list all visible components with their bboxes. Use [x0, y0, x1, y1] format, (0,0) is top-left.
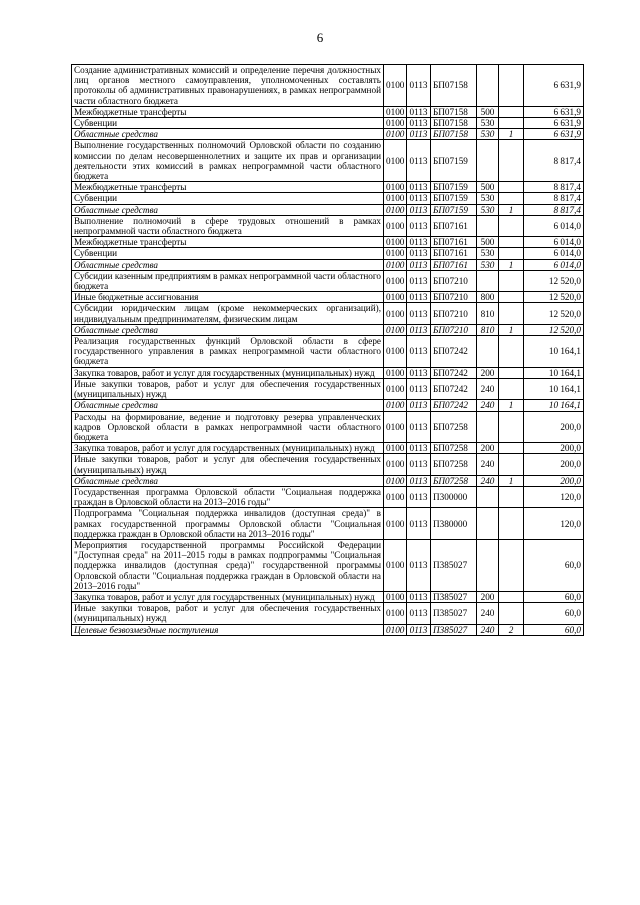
target-article-cell: П300000 — [431, 486, 477, 507]
expense-name-cell: Создание административных комиссий и определение перечня должностных лиц органов местного самоуправления, уполномоченных составлять протоколы об административных правонарушениях, в рамках непрограммной части областного бюджета — [72, 65, 384, 107]
target-article-cell: БП07210 — [431, 292, 477, 303]
expense-name-cell: Целевые безвозмездные поступления — [72, 624, 384, 635]
budget-table-body — [72, 65, 584, 636]
section-code-cell: 0100 — [384, 193, 407, 204]
table-row — [72, 118, 584, 129]
funding-source-cell: 1 — [499, 400, 524, 411]
expense-name-cell: Областные средства — [72, 475, 384, 486]
expense-name-cell: Закупка товаров, работ и услуг для государственных (муниципальных) нужд — [72, 367, 384, 378]
subsection-code-cell: 0113 — [407, 65, 431, 107]
subsection-code-cell: 0113 — [407, 215, 431, 236]
expense-type-cell: 810 — [477, 324, 499, 335]
amount-cell: 60,0 — [524, 624, 584, 635]
expense-type-cell: 240 — [477, 454, 499, 475]
target-article-cell: БП07158 — [431, 129, 477, 140]
funding-source-cell — [499, 118, 524, 129]
table-row — [72, 400, 584, 411]
amount-cell: 8 817,4 — [524, 182, 584, 193]
subsection-code-cell: 0113 — [407, 591, 431, 602]
expense-type-cell: 500 — [477, 182, 499, 193]
subsection-code-cell: 0113 — [407, 336, 431, 368]
expense-type-cell — [477, 486, 499, 507]
table-row — [72, 539, 584, 591]
target-article-cell: БП07158 — [431, 65, 477, 107]
target-article-cell: БП07242 — [431, 336, 477, 368]
subsection-code-cell: 0113 — [407, 378, 431, 399]
section-code-cell: 0100 — [384, 118, 407, 129]
target-article-cell: БП07242 — [431, 367, 477, 378]
subsection-code-cell: 0113 — [407, 411, 431, 443]
section-code-cell: 0100 — [384, 400, 407, 411]
funding-source-cell — [499, 443, 524, 454]
expense-name-cell: Межбюджетные трансферты — [72, 237, 384, 248]
table-row — [72, 204, 584, 215]
amount-cell: 10 164,1 — [524, 400, 584, 411]
table-row — [72, 454, 584, 475]
target-article-cell: БП07242 — [431, 378, 477, 399]
subsection-code-cell: 0113 — [407, 129, 431, 140]
table-row — [72, 140, 584, 182]
expense-type-cell — [477, 539, 499, 591]
funding-source-cell: 1 — [499, 475, 524, 486]
target-article-cell: П380000 — [431, 508, 477, 540]
target-article-cell: БП07258 — [431, 411, 477, 443]
table-row — [72, 259, 584, 270]
funding-source-cell: 1 — [499, 204, 524, 215]
expense-name-cell: Субвенции — [72, 118, 384, 129]
table-row — [72, 591, 584, 602]
subsection-code-cell: 0113 — [407, 539, 431, 591]
funding-source-cell — [499, 182, 524, 193]
funding-source-cell — [499, 292, 524, 303]
funding-source-cell — [499, 454, 524, 475]
section-code-cell: 0100 — [384, 591, 407, 602]
table-row — [72, 475, 584, 486]
expense-type-cell: 240 — [477, 475, 499, 486]
expense-type-cell: 530 — [477, 248, 499, 259]
section-code-cell: 0100 — [384, 443, 407, 454]
subsection-code-cell: 0113 — [407, 106, 431, 117]
expense-type-cell — [477, 508, 499, 540]
section-code-cell: 0100 — [384, 367, 407, 378]
target-article-cell: БП07242 — [431, 400, 477, 411]
target-article-cell: БП07161 — [431, 248, 477, 259]
amount-cell: 200,0 — [524, 475, 584, 486]
amount-cell: 12 520,0 — [524, 324, 584, 335]
section-code-cell: 0100 — [384, 182, 407, 193]
funding-source-cell — [499, 411, 524, 443]
target-article-cell: БП07161 — [431, 237, 477, 248]
expense-type-cell: 240 — [477, 400, 499, 411]
target-article-cell: БП07158 — [431, 106, 477, 117]
subsection-code-cell: 0113 — [407, 400, 431, 411]
section-code-cell: 0100 — [384, 539, 407, 591]
target-article-cell: БП07159 — [431, 204, 477, 215]
expense-name-cell: Межбюджетные трансферты — [72, 182, 384, 193]
expense-name-cell: Областные средства — [72, 324, 384, 335]
section-code-cell: 0100 — [384, 411, 407, 443]
subsection-code-cell: 0113 — [407, 292, 431, 303]
section-code-cell: 0100 — [384, 215, 407, 236]
funding-source-cell — [499, 336, 524, 368]
funding-source-cell — [499, 140, 524, 182]
amount-cell: 120,0 — [524, 508, 584, 540]
subsection-code-cell: 0113 — [407, 237, 431, 248]
target-article-cell: БП07159 — [431, 193, 477, 204]
expense-type-cell: 200 — [477, 443, 499, 454]
subsection-code-cell: 0113 — [407, 193, 431, 204]
table-row — [72, 292, 584, 303]
expense-name-cell: Областные средства — [72, 400, 384, 411]
expense-type-cell: 240 — [477, 603, 499, 624]
amount-cell: 200,0 — [524, 443, 584, 454]
expense-type-cell — [477, 140, 499, 182]
section-code-cell: 0100 — [384, 65, 407, 107]
section-code-cell: 0100 — [384, 378, 407, 399]
expense-type-cell: 240 — [477, 624, 499, 635]
expense-name-cell: Государственная программа Орловской области "Социальная поддержка граждан в Орловской области на 2013–2016 годы" — [72, 486, 384, 507]
table-row — [72, 367, 584, 378]
subsection-code-cell: 0113 — [407, 486, 431, 507]
section-code-cell: 0100 — [384, 140, 407, 182]
expense-name-cell: Субсидии юридическим лицам (кроме некоммерческих организаций), индивидуальным предпринимателям, физическим лицам — [72, 303, 384, 324]
expense-name-cell: Закупка товаров, работ и услуг для государственных (муниципальных) нужд — [72, 591, 384, 602]
amount-cell: 6 014,0 — [524, 259, 584, 270]
table-row — [72, 65, 584, 107]
expense-type-cell: 800 — [477, 292, 499, 303]
table-row — [72, 486, 584, 507]
table-row — [72, 270, 584, 291]
expense-type-cell: 200 — [477, 367, 499, 378]
table-row — [72, 215, 584, 236]
expense-name-cell: Подпрограмма "Социальная поддержка инвалидов (доступная среда)" в рамках государственной программы Орловской области "Социальная поддержка граждан в Орловской области на 2013–2016 годы" — [72, 508, 384, 540]
section-code-cell: 0100 — [384, 324, 407, 335]
expense-name-cell: Межбюджетные трансферты — [72, 106, 384, 117]
table-row — [72, 324, 584, 335]
funding-source-cell — [499, 303, 524, 324]
section-code-cell: 0100 — [384, 336, 407, 368]
expense-name-cell: Иные закупки товаров, работ и услуг для обеспечения государственных (муниципальных) нужд — [72, 378, 384, 399]
expense-type-cell: 530 — [477, 193, 499, 204]
expense-name-cell: Реализация государственных функций Орловской области в сфере государственного управления в рамках непрограммной части областного бюджета — [72, 336, 384, 368]
funding-source-cell — [499, 508, 524, 540]
table-row — [72, 603, 584, 624]
subsection-code-cell: 0113 — [407, 182, 431, 193]
funding-source-cell — [499, 270, 524, 291]
subsection-code-cell: 0113 — [407, 248, 431, 259]
expense-type-cell — [477, 336, 499, 368]
amount-cell: 60,0 — [524, 539, 584, 591]
expense-type-cell: 200 — [477, 591, 499, 602]
target-article-cell: БП07210 — [431, 324, 477, 335]
expense-name-cell: Иные закупки товаров, работ и услуг для обеспечения государственных (муниципальных) нужд — [72, 603, 384, 624]
subsection-code-cell: 0113 — [407, 259, 431, 270]
expense-type-cell: 530 — [477, 259, 499, 270]
expense-name-cell: Закупка товаров, работ и услуг для государственных (муниципальных) нужд — [72, 443, 384, 454]
amount-cell: 60,0 — [524, 603, 584, 624]
target-article-cell: БП07159 — [431, 140, 477, 182]
subsection-code-cell: 0113 — [407, 303, 431, 324]
funding-source-cell — [499, 193, 524, 204]
amount-cell: 200,0 — [524, 411, 584, 443]
amount-cell: 6 631,9 — [524, 129, 584, 140]
expense-name-cell: Иные бюджетные ассигнования — [72, 292, 384, 303]
table-row — [72, 237, 584, 248]
section-code-cell: 0100 — [384, 292, 407, 303]
table-row — [72, 106, 584, 117]
expense-type-cell: 240 — [477, 378, 499, 399]
amount-cell: 10 164,1 — [524, 336, 584, 368]
amount-cell: 8 817,4 — [524, 140, 584, 182]
target-article-cell: БП07210 — [431, 270, 477, 291]
section-code-cell: 0100 — [384, 508, 407, 540]
amount-cell: 6 631,9 — [524, 106, 584, 117]
section-code-cell: 0100 — [384, 259, 407, 270]
expense-type-cell — [477, 270, 499, 291]
subsection-code-cell: 0113 — [407, 475, 431, 486]
expense-name-cell: Расходы на формирование, ведение и подготовку резерва управленческих кадров Орловской области в рамках непрограммной части областного бюджета — [72, 411, 384, 443]
expense-name-cell: Областные средства — [72, 259, 384, 270]
expense-type-cell: 500 — [477, 106, 499, 117]
funding-source-cell — [499, 237, 524, 248]
expense-name-cell: Субвенции — [72, 248, 384, 259]
table-row — [72, 508, 584, 540]
section-code-cell: 0100 — [384, 237, 407, 248]
subsection-code-cell: 0113 — [407, 270, 431, 291]
expense-name-cell: Выполнение полномочий в сфере трудовых отношений в рамках непрограммной части областного бюджета — [72, 215, 384, 236]
target-article-cell: БП07210 — [431, 303, 477, 324]
target-article-cell: БП07158 — [431, 118, 477, 129]
amount-cell: 12 520,0 — [524, 303, 584, 324]
expense-type-cell: 530 — [477, 129, 499, 140]
section-code-cell: 0100 — [384, 303, 407, 324]
subsection-code-cell: 0113 — [407, 204, 431, 215]
section-code-cell: 0100 — [384, 454, 407, 475]
table-row — [72, 443, 584, 454]
table-row — [72, 129, 584, 140]
amount-cell: 120,0 — [524, 486, 584, 507]
amount-cell: 6 631,9 — [524, 118, 584, 129]
amount-cell: 12 520,0 — [524, 270, 584, 291]
section-code-cell: 0100 — [384, 624, 407, 635]
amount-cell: 6 014,0 — [524, 215, 584, 236]
amount-cell: 10 164,1 — [524, 367, 584, 378]
expense-type-cell — [477, 215, 499, 236]
section-code-cell: 0100 — [384, 475, 407, 486]
table-row — [72, 303, 584, 324]
funding-source-cell: 2 — [499, 624, 524, 635]
funding-source-cell — [499, 591, 524, 602]
section-code-cell: 0100 — [384, 603, 407, 624]
table-row — [72, 193, 584, 204]
target-article-cell: П385027 — [431, 624, 477, 635]
section-code-cell: 0100 — [384, 270, 407, 291]
expense-type-cell: 530 — [477, 204, 499, 215]
funding-source-cell: 1 — [499, 259, 524, 270]
amount-cell: 10 164,1 — [524, 378, 584, 399]
section-code-cell: 0100 — [384, 486, 407, 507]
expense-name-cell: Иные закупки товаров, работ и услуг для обеспечения государственных (муниципальных) нужд — [72, 454, 384, 475]
subsection-code-cell: 0113 — [407, 140, 431, 182]
expense-name-cell: Областные средства — [72, 204, 384, 215]
subsection-code-cell: 0113 — [407, 624, 431, 635]
section-code-cell: 0100 — [384, 204, 407, 215]
expense-type-cell: 500 — [477, 237, 499, 248]
target-article-cell: П385027 — [431, 591, 477, 602]
target-article-cell: БП07258 — [431, 475, 477, 486]
expense-type-cell — [477, 411, 499, 443]
subsection-code-cell: 0113 — [407, 454, 431, 475]
table-row — [72, 411, 584, 443]
expense-type-cell: 530 — [477, 118, 499, 129]
funding-source-cell — [499, 603, 524, 624]
subsection-code-cell: 0113 — [407, 367, 431, 378]
subsection-code-cell: 0113 — [407, 118, 431, 129]
amount-cell: 6 014,0 — [524, 248, 584, 259]
expense-type-cell: 810 — [477, 303, 499, 324]
expense-name-cell: Субвенции — [72, 193, 384, 204]
expense-name-cell: Выполнение государственных полномочий Орловской области по созданию комиссии по делам несовершеннолетних и защите их прав и организации деятельности этих комиссий в рамках непрограммной части областного бюджета — [72, 140, 384, 182]
table-row — [72, 336, 584, 368]
section-code-cell: 0100 — [384, 106, 407, 117]
amount-cell: 12 520,0 — [524, 292, 584, 303]
expense-name-cell: Субсидии казенным предприятиям в рамках непрограммной части областного бюджета — [72, 270, 384, 291]
table-row — [72, 182, 584, 193]
expense-type-cell — [477, 65, 499, 107]
budget-table — [71, 64, 584, 636]
funding-source-cell — [499, 65, 524, 107]
target-article-cell: БП07159 — [431, 182, 477, 193]
funding-source-cell: 1 — [499, 324, 524, 335]
subsection-code-cell: 0113 — [407, 603, 431, 624]
section-code-cell: 0100 — [384, 129, 407, 140]
funding-source-cell — [499, 367, 524, 378]
target-article-cell: БП07258 — [431, 454, 477, 475]
funding-source-cell: 1 — [499, 129, 524, 140]
funding-source-cell — [499, 486, 524, 507]
section-code-cell: 0100 — [384, 248, 407, 259]
amount-cell: 200,0 — [524, 454, 584, 475]
target-article-cell: БП07161 — [431, 215, 477, 236]
target-article-cell: БП07258 — [431, 443, 477, 454]
amount-cell: 60,0 — [524, 591, 584, 602]
subsection-code-cell: 0113 — [407, 324, 431, 335]
funding-source-cell — [499, 106, 524, 117]
funding-source-cell — [499, 248, 524, 259]
funding-source-cell — [499, 378, 524, 399]
page-number: 6 — [316, 30, 324, 45]
amount-cell: 8 817,4 — [524, 204, 584, 215]
table-row — [72, 248, 584, 259]
amount-cell: 8 817,4 — [524, 193, 584, 204]
table-row — [72, 378, 584, 399]
expense-name-cell: Областные средства — [72, 129, 384, 140]
target-article-cell: БП07161 — [431, 259, 477, 270]
table-row — [72, 624, 584, 635]
target-article-cell: П385027 — [431, 603, 477, 624]
amount-cell: 6 014,0 — [524, 237, 584, 248]
target-article-cell: П385027 — [431, 539, 477, 591]
subsection-code-cell: 0113 — [407, 443, 431, 454]
funding-source-cell — [499, 215, 524, 236]
amount-cell: 6 631,9 — [524, 65, 584, 107]
funding-source-cell — [499, 539, 524, 591]
expense-name-cell: Мероприятия государственной программы Российской Федерации "Доступная среда" на 2011–2015 годы в рамках подпрограммы "Социальная поддержка инвалидов (доступная среда)" государственной программы Орловской области "Социальная поддержка граждан в Орловской области на 2013–2016 годы" — [72, 539, 384, 591]
subsection-code-cell: 0113 — [407, 508, 431, 540]
